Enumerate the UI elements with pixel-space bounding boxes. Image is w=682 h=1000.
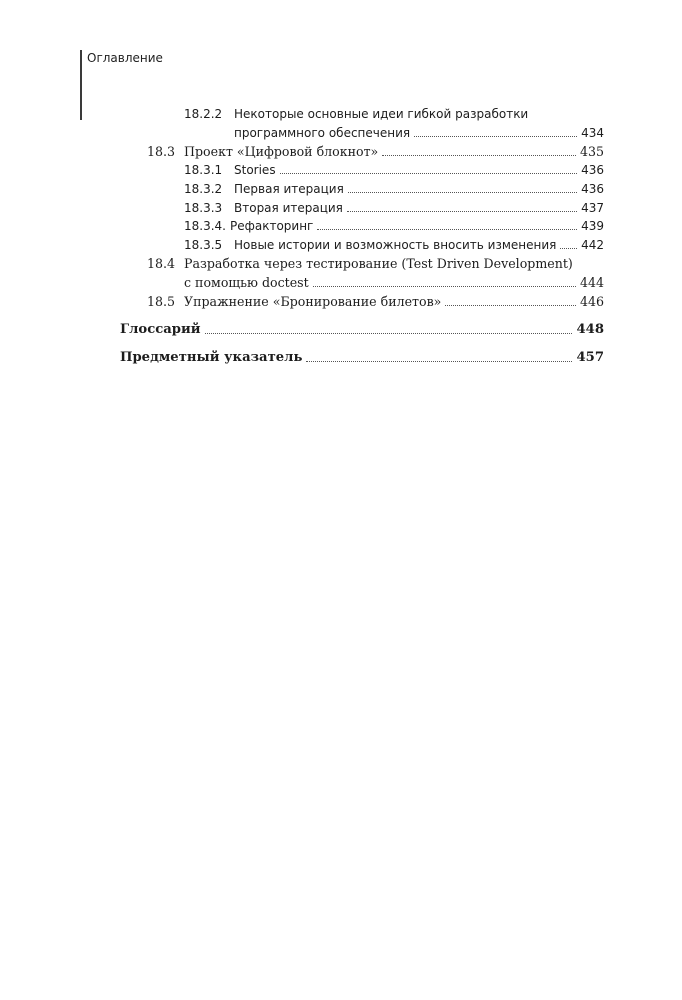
toc-page-number: 436 [581,163,604,177]
toc-entry-18-4[interactable] [147,256,604,272]
toc-entry-title: Рефакторинг [229,219,314,233]
toc-entry-title-continued: с помощью doctest [184,275,309,290]
toc-entry-subject-index[interactable] [120,350,604,366]
toc-entry-18-2-2[interactable] [184,106,604,122]
toc-entry-title: Stories [234,163,276,177]
dot-leader [445,304,576,306]
dot-leader [348,191,577,193]
dot-leader [347,210,577,212]
toc-entry-title-continued: программного обеспечения [234,126,411,140]
toc-entry-18-4-cont[interactable] [184,275,604,291]
toc-entry-number: 18.3.4. [184,219,226,233]
dot-leader [306,360,572,362]
toc-entry-number: 18.3.5 [184,238,223,252]
toc-page-number: 439 [581,219,604,233]
dot-leader [382,154,576,156]
toc-entry-number: 18.4 [147,256,176,271]
toc-page-number: 442 [581,238,604,252]
toc-entry-title: Разработка через тестирование (Test Driven Development) [184,256,573,271]
toc-entry-18-2-2-cont[interactable] [234,125,604,141]
toc-entry-title: Упражнение «Бронирование билетов» [184,294,442,309]
dot-leader [313,285,576,287]
dot-leader [560,247,577,249]
toc-page-number: 457 [576,350,604,365]
toc-entry-number: 18.3.2 [184,182,223,196]
toc-page-number: 436 [581,182,604,196]
toc-entry-18-3-1[interactable] [184,162,604,178]
toc-page-number: 444 [579,275,604,290]
toc-entry-title: Предметный указатель [120,350,303,365]
toc-entry-number: 18.5 [147,294,176,309]
toc-entry-18-3-2[interactable] [184,181,604,197]
toc-page-number: 435 [579,144,604,159]
toc-entry-title: Некоторые основные идеи гибкой разработки [234,107,529,121]
toc-entry-18-3-5[interactable] [184,237,604,253]
dot-leader [414,135,577,137]
toc-entry-title: Проект «Цифровой блокнот» [184,144,379,159]
toc-entry-title: Новые истории и возможность вносить изменения [234,238,557,252]
toc-entry-18-3-4[interactable] [184,218,604,234]
toc-entry-number: 18.3.3 [184,201,223,215]
toc-entry-number: 18.3.1 [184,163,223,177]
running-title: Оглавление [87,51,163,65]
toc-entry-title: Глоссарий [120,322,201,337]
toc-page-number: 446 [579,294,604,309]
toc-entry-title: Первая итерация [234,182,344,196]
toc-entry-glossary[interactable] [120,322,604,338]
dot-leader [317,228,577,230]
toc-entry-number: 18.3 [147,144,176,159]
toc-entry-18-3[interactable] [147,144,604,160]
running-head-rule [80,50,82,120]
toc-entry-18-5[interactable] [147,294,604,310]
dot-leader [280,172,578,174]
toc-page-number: 437 [581,201,604,215]
toc-entry-title: Вторая итерация [234,201,343,215]
dot-leader [205,332,573,334]
toc-entry-18-3-3[interactable] [184,200,604,216]
toc-page-number: 434 [581,126,604,140]
toc-entry-number: 18.2.2 [184,107,223,121]
toc-page-number: 448 [576,322,604,337]
